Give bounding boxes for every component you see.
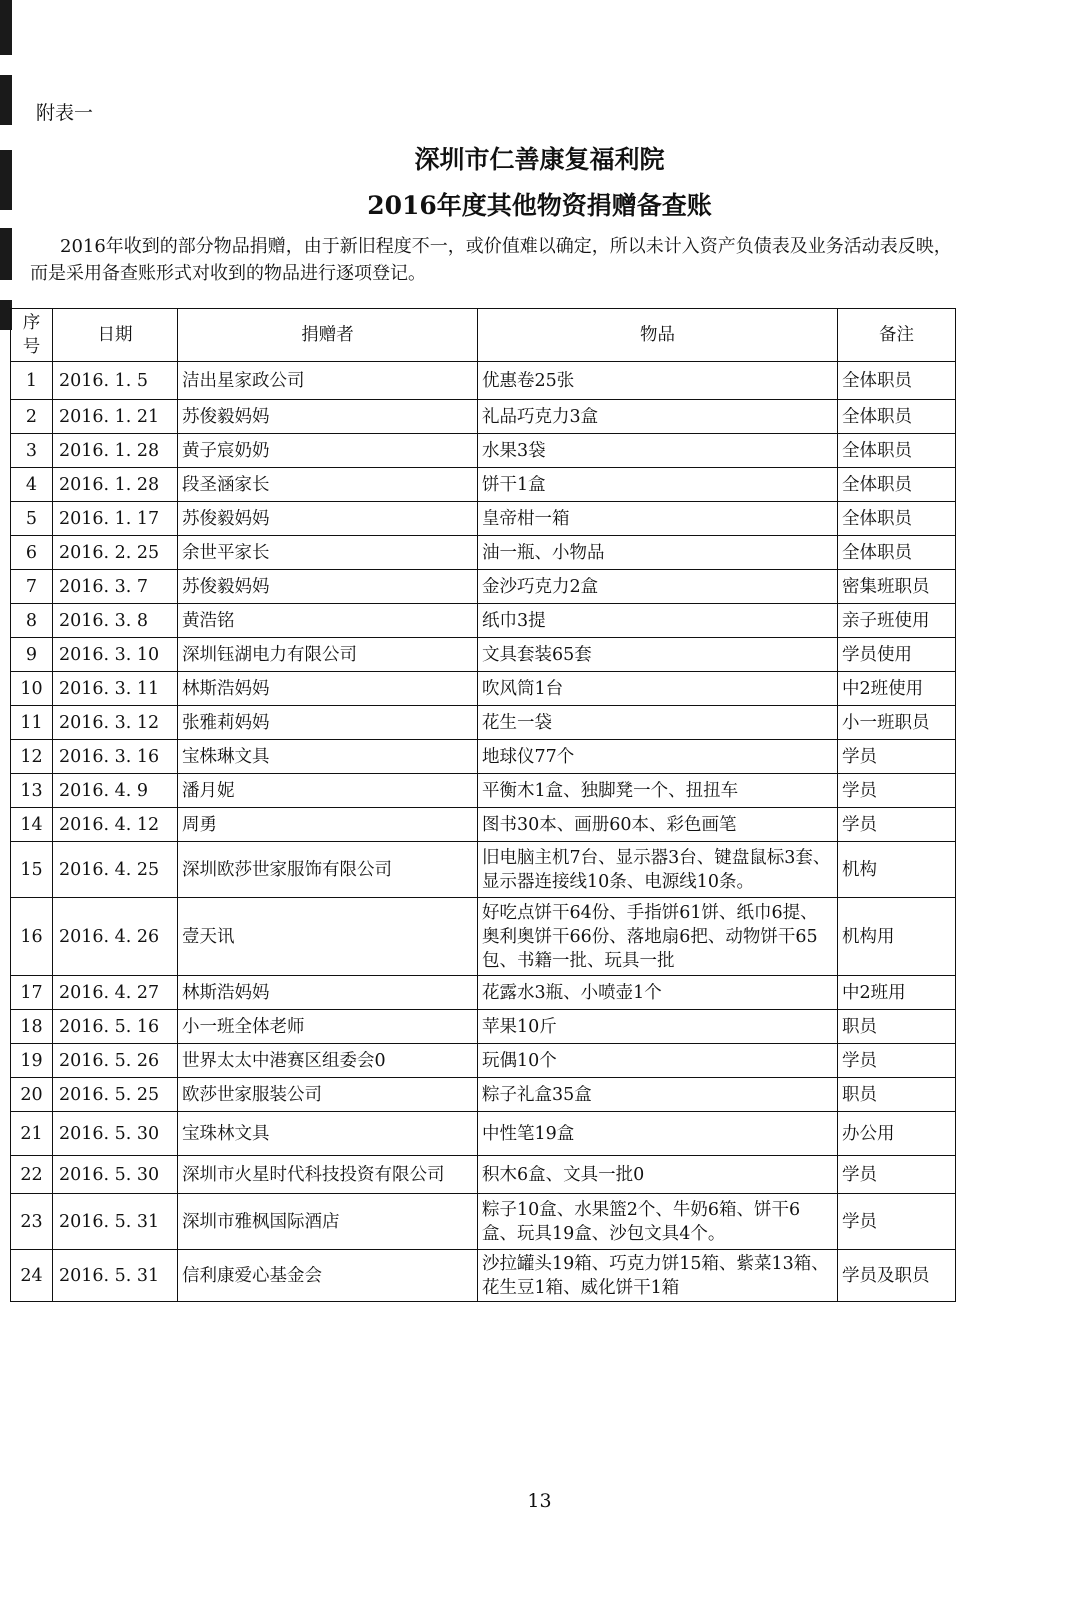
table-row bbox=[11, 362, 956, 400]
header-date: 日期 bbox=[53, 309, 178, 362]
cell-date: 2016. 3. 16 bbox=[53, 740, 178, 774]
header-item: 物品 bbox=[478, 309, 838, 362]
cell-item: 花生一袋 bbox=[478, 706, 838, 740]
cell-note: 全体职员 bbox=[838, 400, 956, 434]
table-row bbox=[11, 502, 956, 536]
cell-no: 9 bbox=[11, 638, 53, 672]
table-row bbox=[11, 976, 956, 1010]
cell-no: 13 bbox=[11, 774, 53, 808]
cell-donor: 林斯浩妈妈 bbox=[178, 672, 478, 706]
cell-note: 学员 bbox=[838, 1044, 956, 1078]
cell-date: 2016. 5. 30 bbox=[53, 1112, 178, 1156]
table-row bbox=[11, 1156, 956, 1194]
cell-donor: 苏俊毅妈妈 bbox=[178, 570, 478, 604]
cell-no: 21 bbox=[11, 1112, 53, 1156]
cell-item: 优惠卷25张 bbox=[478, 362, 838, 400]
cell-no: 24 bbox=[11, 1250, 53, 1302]
cell-no: 5 bbox=[11, 502, 53, 536]
cell-date: 2016. 4. 25 bbox=[53, 842, 178, 898]
cell-item: 平衡木1盒、独脚凳一个、扭扭车 bbox=[478, 774, 838, 808]
table-row bbox=[11, 774, 956, 808]
attachment-label: 附表一 bbox=[36, 102, 94, 124]
cell-note: 亲子班使用 bbox=[838, 604, 956, 638]
cell-no: 8 bbox=[11, 604, 53, 638]
cell-note: 职员 bbox=[838, 1010, 956, 1044]
cell-donor: 黄子宸奶奶 bbox=[178, 434, 478, 468]
cell-item: 地球仪77个 bbox=[478, 740, 838, 774]
cell-no: 7 bbox=[11, 570, 53, 604]
cell-donor: 宝株琳文具 bbox=[178, 740, 478, 774]
table-row bbox=[11, 740, 956, 774]
cell-note: 全体职员 bbox=[838, 502, 956, 536]
table-row bbox=[11, 434, 956, 468]
table-row bbox=[11, 808, 956, 842]
cell-no: 16 bbox=[11, 898, 53, 976]
cell-no: 19 bbox=[11, 1044, 53, 1078]
cell-note: 机构用 bbox=[838, 898, 956, 976]
header-no: 序号 bbox=[11, 309, 53, 362]
cell-item: 旧电脑主机7台、显示器3台、键盘鼠标3套、显示器连接线10条、电源线10条。 bbox=[478, 842, 838, 898]
cell-donor: 欧莎世家服装公司 bbox=[178, 1078, 478, 1112]
cell-note: 全体职员 bbox=[838, 434, 956, 468]
cell-note: 中2班用 bbox=[838, 976, 956, 1010]
cell-no: 15 bbox=[11, 842, 53, 898]
table-row bbox=[11, 1112, 956, 1156]
cell-note: 学员 bbox=[838, 1194, 956, 1250]
cell-date: 2016. 5. 31 bbox=[53, 1250, 178, 1302]
header-donor: 捐赠者 bbox=[178, 309, 478, 362]
table-row bbox=[11, 638, 956, 672]
cell-date: 2016. 5. 26 bbox=[53, 1044, 178, 1078]
cell-date: 2016. 5. 16 bbox=[53, 1010, 178, 1044]
cell-no: 12 bbox=[11, 740, 53, 774]
table-row bbox=[11, 706, 956, 740]
cell-note: 密集班职员 bbox=[838, 570, 956, 604]
cell-item: 纸巾3提 bbox=[478, 604, 838, 638]
cell-donor: 张雅莉妈妈 bbox=[178, 706, 478, 740]
cell-date: 2016. 3. 12 bbox=[53, 706, 178, 740]
cell-date: 2016. 3. 7 bbox=[53, 570, 178, 604]
cell-date: 2016. 4. 12 bbox=[53, 808, 178, 842]
cell-date: 2016. 2. 25 bbox=[53, 536, 178, 570]
cell-note: 办公用 bbox=[838, 1112, 956, 1156]
cell-item: 图书30本、画册60本、彩色画笔 bbox=[478, 808, 838, 842]
table-row bbox=[11, 842, 956, 898]
table-row bbox=[11, 1010, 956, 1044]
cell-item: 中性笔19盒 bbox=[478, 1112, 838, 1156]
cell-note: 全体职员 bbox=[838, 362, 956, 400]
cell-no: 17 bbox=[11, 976, 53, 1010]
cell-note: 机构 bbox=[838, 842, 956, 898]
cell-note: 职员 bbox=[838, 1078, 956, 1112]
cell-no: 18 bbox=[11, 1010, 53, 1044]
table-row bbox=[11, 1044, 956, 1078]
page-number: 13 bbox=[527, 1490, 552, 1512]
cell-donor: 黄浩铭 bbox=[178, 604, 478, 638]
cell-note: 学员 bbox=[838, 1156, 956, 1194]
cell-item: 金沙巧克力2盒 bbox=[478, 570, 838, 604]
cell-item: 好吃点饼干64份、手指饼61饼、纸巾6提、奥利奥饼干66份、落地扇6把、动物饼干65包、书籍一批、玩具一批 bbox=[478, 898, 838, 976]
document-subtitle: 2016年度其他物资捐赠备查账 bbox=[367, 191, 712, 220]
cell-no: 3 bbox=[11, 434, 53, 468]
cell-item: 油一瓶、小物品 bbox=[478, 536, 838, 570]
header-note: 备注 bbox=[838, 309, 956, 362]
cell-date: 2016. 5. 31 bbox=[53, 1194, 178, 1250]
cell-note: 全体职员 bbox=[838, 468, 956, 502]
cell-no: 10 bbox=[11, 672, 53, 706]
cell-donor: 周勇 bbox=[178, 808, 478, 842]
cell-no: 6 bbox=[11, 536, 53, 570]
cell-item: 吹风筒1台 bbox=[478, 672, 838, 706]
cell-donor: 深圳市火星时代科技投资有限公司 bbox=[178, 1156, 478, 1194]
cell-donor: 潘月妮 bbox=[178, 774, 478, 808]
cell-item: 积木6盒、文具一批0 bbox=[478, 1156, 838, 1194]
cell-item: 水果3袋 bbox=[478, 434, 838, 468]
cell-item: 皇帝柑一箱 bbox=[478, 502, 838, 536]
cell-date: 2016. 4. 27 bbox=[53, 976, 178, 1010]
cell-donor: 苏俊毅妈妈 bbox=[178, 400, 478, 434]
table-row bbox=[11, 536, 956, 570]
cell-date: 2016. 1. 5 bbox=[53, 362, 178, 400]
cell-date: 2016. 1. 17 bbox=[53, 502, 178, 536]
cell-no: 11 bbox=[11, 706, 53, 740]
cell-donor: 信利康爱心基金会 bbox=[178, 1250, 478, 1302]
cell-note: 全体职员 bbox=[838, 536, 956, 570]
cell-date: 2016. 1. 21 bbox=[53, 400, 178, 434]
table-row bbox=[11, 672, 956, 706]
cell-donor: 宝珠林文具 bbox=[178, 1112, 478, 1156]
table-row bbox=[11, 898, 956, 976]
cell-date: 2016. 5. 25 bbox=[53, 1078, 178, 1112]
cell-donor: 小一班全体老师 bbox=[178, 1010, 478, 1044]
cell-donor: 深圳钰湖电力有限公司 bbox=[178, 638, 478, 672]
cell-date: 2016. 3. 11 bbox=[53, 672, 178, 706]
cell-date: 2016. 1. 28 bbox=[53, 468, 178, 502]
cell-date: 2016. 1. 28 bbox=[53, 434, 178, 468]
cell-donor: 世界太太中港赛区组委会0 bbox=[178, 1044, 478, 1078]
cell-no: 4 bbox=[11, 468, 53, 502]
table-row bbox=[11, 400, 956, 434]
cell-note: 学员及职员 bbox=[838, 1250, 956, 1302]
cell-item: 粽子10盒、水果篮2个、牛奶6箱、饼干6盒、玩具19盒、沙包文具4个。 bbox=[478, 1194, 838, 1250]
cell-note: 中2班使用 bbox=[838, 672, 956, 706]
donation-table-wrapper bbox=[10, 308, 955, 1302]
table-row bbox=[11, 604, 956, 638]
cell-no: 1 bbox=[11, 362, 53, 400]
cell-date: 2016. 3. 10 bbox=[53, 638, 178, 672]
table-row bbox=[11, 1194, 956, 1250]
cell-donor: 余世平家长 bbox=[178, 536, 478, 570]
cell-donor: 苏俊毅妈妈 bbox=[178, 502, 478, 536]
cell-note: 小一班职员 bbox=[838, 706, 956, 740]
cell-note: 学员 bbox=[838, 740, 956, 774]
cell-item: 粽子礼盒35盒 bbox=[478, 1078, 838, 1112]
table-body bbox=[11, 362, 956, 1302]
cell-item: 礼品巧克力3盒 bbox=[478, 400, 838, 434]
table-row bbox=[11, 1078, 956, 1112]
table-header-row bbox=[11, 309, 956, 362]
cell-note: 学员使用 bbox=[838, 638, 956, 672]
cell-date: 2016. 3. 8 bbox=[53, 604, 178, 638]
table-row bbox=[11, 1250, 956, 1302]
cell-date: 2016. 4. 9 bbox=[53, 774, 178, 808]
cell-note: 学员 bbox=[838, 774, 956, 808]
cell-donor: 洁出星家政公司 bbox=[178, 362, 478, 400]
cell-no: 23 bbox=[11, 1194, 53, 1250]
donation-table bbox=[10, 308, 956, 1302]
cell-donor: 壹天讯 bbox=[178, 898, 478, 976]
cell-no: 14 bbox=[11, 808, 53, 842]
document-title: 深圳市仁善康复福利院 bbox=[414, 145, 665, 174]
cell-item: 苹果10斤 bbox=[478, 1010, 838, 1044]
cell-donor: 深圳市雅枫国际酒店 bbox=[178, 1194, 478, 1250]
cell-date: 2016. 5. 30 bbox=[53, 1156, 178, 1194]
cell-no: 22 bbox=[11, 1156, 53, 1194]
table-row bbox=[11, 468, 956, 502]
cell-no: 20 bbox=[11, 1078, 53, 1112]
cell-item: 玩偶10个 bbox=[478, 1044, 838, 1078]
cell-item: 沙拉罐头19箱、巧克力饼15箱、紫菜13箱、花生豆1箱、威化饼干1箱 bbox=[478, 1250, 838, 1302]
cell-donor: 林斯浩妈妈 bbox=[178, 976, 478, 1010]
intro-paragraph: 2016年收到的部分物品捐赠，由于新旧程度不一，或价值难以确定，所以未计入资产负债表及业务活动表反映，而是采用备查账形式对收到的物品进行逐项登记。 bbox=[30, 236, 952, 284]
cell-donor: 深圳欧莎世家服饰有限公司 bbox=[178, 842, 478, 898]
cell-item: 文具套装65套 bbox=[478, 638, 838, 672]
cell-no: 2 bbox=[11, 400, 53, 434]
cell-item: 花露水3瓶、小喷壶1个 bbox=[478, 976, 838, 1010]
table-row bbox=[11, 570, 956, 604]
cell-donor: 段圣涵家长 bbox=[178, 468, 478, 502]
cell-item: 饼干1盒 bbox=[478, 468, 838, 502]
cell-date: 2016. 4. 26 bbox=[53, 898, 178, 976]
cell-note: 学员 bbox=[838, 808, 956, 842]
